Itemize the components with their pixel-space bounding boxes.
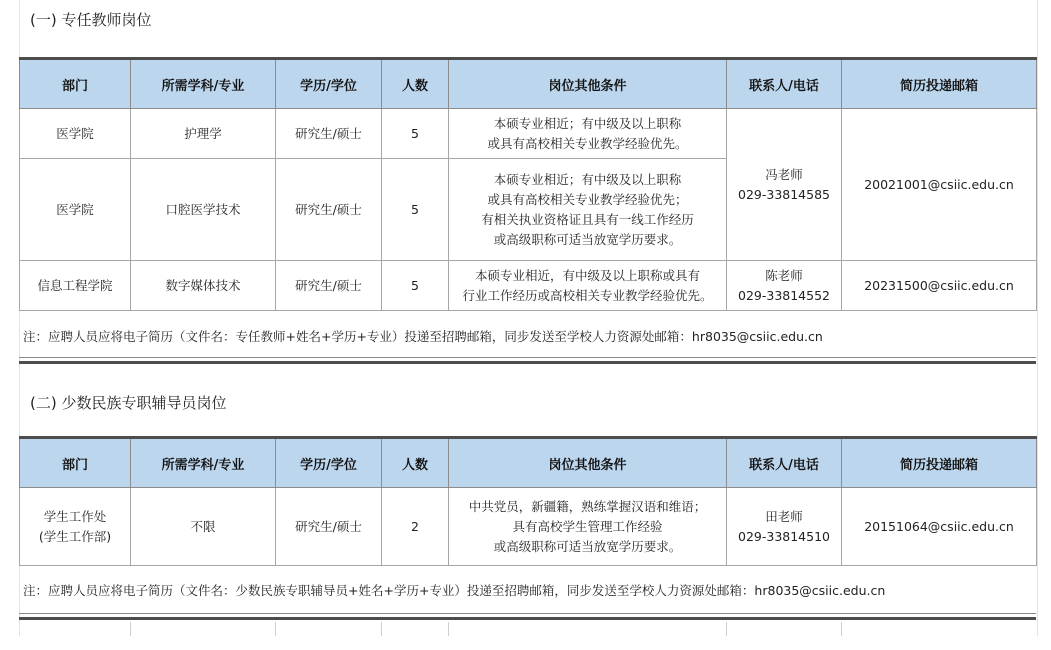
header-major: 所需学科/专业: [131, 438, 276, 488]
header-major: 所需学科/专业: [131, 59, 276, 109]
cell-email[interactable]: 20231500@csiic.edu.cn: [842, 261, 1037, 311]
cell-dept: 学生工作处 (学生工作部): [20, 488, 131, 566]
section2-title: (二) 少数民族专职辅导员岗位: [30, 394, 227, 412]
cell-major: 不限: [131, 488, 276, 566]
cell-degree: 研究生/硕士: [276, 159, 382, 261]
cell-conditions: 本硕专业相近；有中级及以上职称 或具有高校相关专业教学经验优先。: [449, 109, 727, 159]
cell-degree: 研究生/硕士: [276, 488, 382, 566]
table-row: [20, 261, 1037, 311]
header-contact: 联系人/电话: [727, 59, 842, 109]
header-degree: 学历/学位: [276, 438, 382, 488]
counselor-positions-table: [19, 436, 1037, 566]
section1-note: 注：应聘人员应将电子简历（文件名：专任教师+姓名+学历+专业）投递至招聘邮箱，同步发送至学校人力资源处邮箱：hr8035@csiic.edu.cn: [23, 329, 823, 344]
cell-dept: 医学院: [20, 159, 131, 261]
cell-email[interactable]: 20151064@csiic.edu.cn: [842, 488, 1037, 566]
header-conditions: 岗位其他条件: [449, 59, 727, 109]
cell-conditions: 本硕专业相近；有中级及以上职称 或具有高校相关专业教学经验优先； 有相关执业资格证且具有一线工作经历 或高级职称可适当放宽学历要求。: [449, 159, 727, 261]
header-count: 人数: [382, 59, 449, 109]
header-count: 人数: [382, 438, 449, 488]
cell-degree: 研究生/硕士: [276, 261, 382, 311]
cell-major: 口腔医学技术: [131, 159, 276, 261]
section2-note: 注：应聘人员应将电子简历（文件名：少数民族专职辅导员+姓名+学历+专业）投递至招聘邮箱，同步发送至学校人力资源处邮箱：hr8035@csiic.edu.cn: [23, 583, 886, 598]
table-row: [20, 488, 1037, 566]
cell-major: 数字媒体技术: [131, 261, 276, 311]
section1-bottom-rule: [19, 357, 1036, 358]
section2-separator: [19, 617, 1036, 620]
section1-title: (一) 专任教师岗位: [30, 11, 152, 29]
table-header-row: [20, 438, 1037, 488]
section1-separator: [19, 361, 1036, 364]
header-contact: 联系人/电话: [727, 438, 842, 488]
cell-count: 5: [382, 261, 449, 311]
cell-conditions: 中共党员，新疆籍，熟练掌握汉语和维语； 具有高校学生管理工作经验 或高级职称可适当放宽学历要求。: [449, 488, 727, 566]
cell-count: 5: [382, 159, 449, 261]
table-row: [20, 109, 1037, 159]
cell-dept: 信息工程学院: [20, 261, 131, 311]
cell-count: 5: [382, 109, 449, 159]
cell-degree: 研究生/硕士: [276, 109, 382, 159]
cell-conditions: 本硕专业相近，有中级及以上职称或具有 行业工作经历或高校相关专业教学经验优先。: [449, 261, 727, 311]
cell-count: 2: [382, 488, 449, 566]
header-email: 简历投递邮箱: [842, 59, 1037, 109]
cell-contact: 田老师 029-33814510: [727, 488, 842, 566]
header-dept: 部门: [20, 59, 131, 109]
header-conditions: 岗位其他条件: [449, 438, 727, 488]
cell-major: 护理学: [131, 109, 276, 159]
cell-dept: 医学院: [20, 109, 131, 159]
header-degree: 学历/学位: [276, 59, 382, 109]
header-email: 简历投递邮箱: [842, 438, 1037, 488]
header-dept: 部门: [20, 438, 131, 488]
teacher-positions-table: [19, 57, 1037, 311]
cell-contact: 冯老师 029-33814585: [727, 109, 842, 261]
cell-contact: 陈老师 029-33814552: [727, 261, 842, 311]
cell-email[interactable]: 20021001@csiic.edu.cn: [842, 109, 1037, 261]
next-table-stub: [19, 622, 1036, 636]
section2-bottom-rule: [19, 613, 1036, 614]
table-header-row: [20, 59, 1037, 109]
